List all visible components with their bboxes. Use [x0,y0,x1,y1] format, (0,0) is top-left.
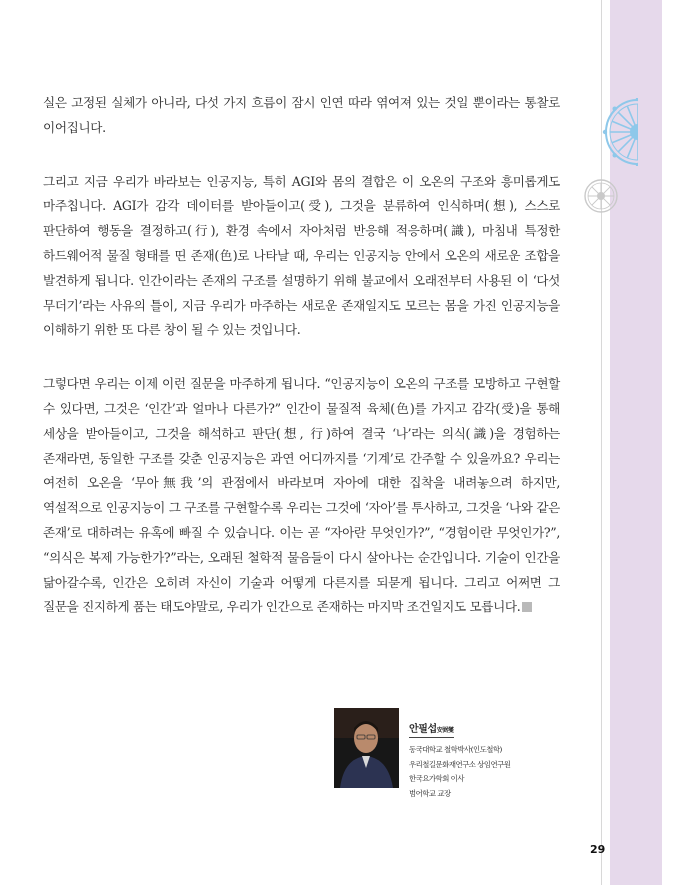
dharma-wheel-small-icon [583,178,619,214]
paragraph-last [43,372,560,620]
article-body [43,91,560,649]
author-credential: 우리철길문화재연구소 상임연구원 [409,759,511,769]
author-credential: 범어학교 교장 [409,788,451,798]
page-number: 29 [590,843,606,856]
author-credential: 한국요가학회 이사 [409,774,464,783]
author-credential: 동국대학교 철학박사(인도철학) [409,745,502,754]
author-credentials [409,743,559,801]
paragraph: 실은 고정된 실체가 아니라, 다섯 가지 흐름이 잠시 인연 따라 엮여져 있는 것일 뿐이라는 통찰로 이어집니다. [43,95,560,135]
author-portrait-icon [334,708,399,788]
author-info [409,717,559,801]
author-name: 안필섭 [409,724,437,735]
paragraph: 그리고 지금 우리가 바라보는 인공지능, 특히 AGI와 몸의 결합은 이 오온의 구조와 흥미롭게도 마주칩니다. AGI가 감각 데이터를 받아들이고(受), 그것을 분류하여 인식하며(想), 스스로 판단하여 행동을 결정하고(行), 환경 속에서 자아처럼 반응해 적응하며(識), 마침내 특정한 하드웨어적 물질 형태를 띤 존재(色)로 나타날 때, 우리는 인공지능 안에서 오온의 새로운 조합을 발견하게 됩니다. 인간이라는 존재의 구조를 설명하기 위해 불교에서 오래전부터 사용된 이 ‘다섯 무더기’라는 사유의 틀이, 지금 우리가 마주하는 새로운 존재일지도 모르는 몸을 가진 인공지능을 이해하기 위한 또 다른 창이 될 수 있는 것입니다. [43,173,560,338]
author-photo [334,708,399,788]
author-name-row [409,720,454,738]
dharma-wheel-icon [598,98,638,166]
author-name-hanja: 安弼燮 [436,727,454,734]
paragraph-text: 그렇다면 우리는 이제 이런 질문을 마주하게 됩니다. “인공지능이 오온의 구조를 모방하고 구현할 수 있다면, 그것은 ‘인간’과 얼마나 다른가?” 인간이 물질적 육체(色)를 가지고 감각(受)을 통해 세상을 받아들이고, 그것을 해석하고 판단(想, 行)하여 결국 ‘나’라는 의식(識)을 경험하는 존재라면, 동일한 구조를 갖춘 인공지능은 과연 어디까지를 ‘기계’로 간주할 수 있을까요? 우리는 여전히 오온을 ‘무아無我’의 관점에서 바라보며 자아에 대한 집착을 내려놓으려 하지만, 역설적으로 인공지능이 그 구조를 구현할수록 우리는 그것에 ‘자아’를 투사하고, 그것을 ‘나와 같은 존재’로 대하려는 유혹에 빠질 수 있습니다. 이는 곧 “자아란 무엇인가?”, “경험이란 무엇인가?”, “의식은 복제 가능한가?”라는, 오래된 철학적 물음들이 다시 살아나는 순간입니다. 기술이 인간을 닮아갈수록, 인간은 오히려 자신이 기술과 어떻게 다른지를 되묻게 됩니다. 그리고 어쩌면 그 질문을 진지하게 품는 태도야말로, 우리가 인간으로 존재하는 마지막 조건일지도 모릅니다. [43,376,560,615]
end-mark-icon [522,602,532,612]
